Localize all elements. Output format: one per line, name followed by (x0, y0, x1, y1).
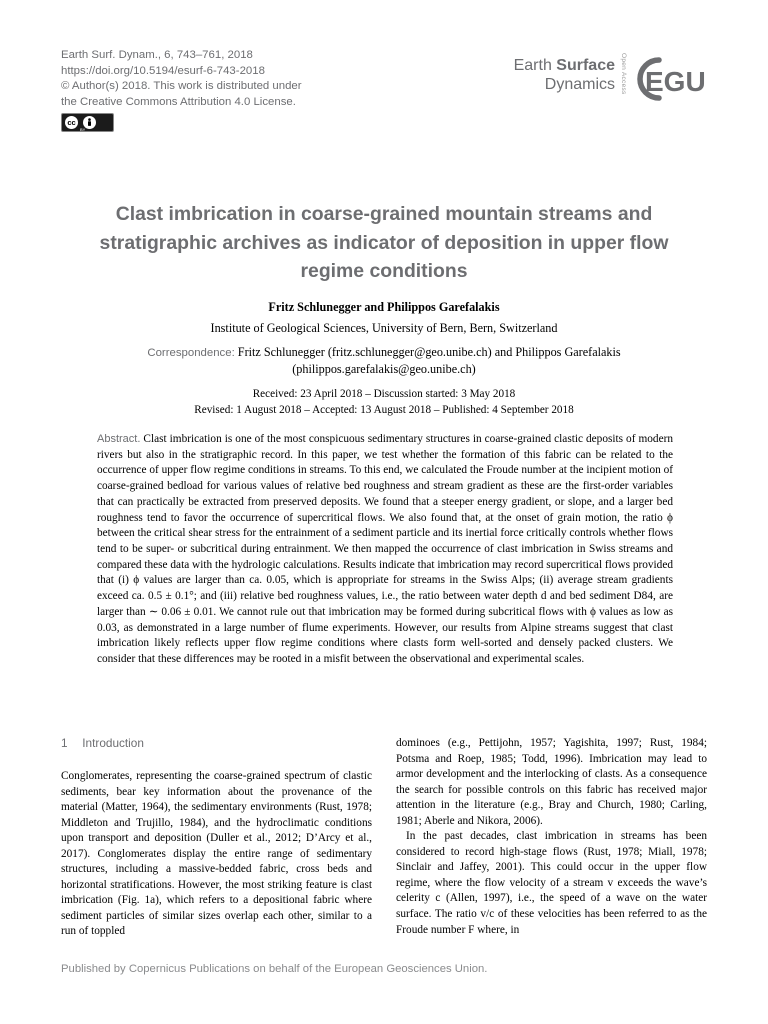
abstract-text: Clast imbrication is one of the most conspicuous sedimentary structures in coarse-grained clastic deposits of modern rivers but also in the stratigraphic record. In this paper, we test whether the formation of this fabric can be related to the occurrence of upper flow regime conditions in streams. To this end, we calculated the Froude number at the incipient motion of coarse-grained bedload for various values of relative bed roughness and stream gradient as these are the first-order variables that can practically be extracted from preserved deposits. We found that a steeper energy gradient, or slope, and a larger bed roughness tend to favor the occurrence of supercritical flows. We also found that, at the onset of grain motion, the ratio ϕ between the critical shear stress for the entrainment of a sediment particle and its inertial force critically controls whether flows tend to be super- or subcritical during entrainment. We then mapped the occurrence of clast imbrication in Swiss streams and compared these data with the hydrologic calculations. Results indicate that imbrication may record supercritical flows provided that (i) ϕ values are larger than ca. 0.05, which is appropriate for streams in the Swiss Alps; (ii) average stream gradients exceed ca. 0.5 ± 0.1°; and (iii) relative bed roughness values, i.e., the ratio between water depth d and bed sediment D84, are larger than ∼ 0.06 ± 0.01. We cannot rule out that imbrication may be formed during subcritical flows with ϕ values as low as 0.03, as demonstrated in a large number of flume experiments. However, our results from Alpine streams suggest that clast imbrication likely reflects upper flow regime conditions where clasts form well-sorted and densely packed clusters. We consider that these differences may be rooted in a misfit between the observational and experimental scales. (97, 433, 673, 666)
abstract-label: Abstract. (97, 433, 141, 445)
citation-block (61, 48, 381, 110)
correspondence (100, 345, 668, 377)
abstract (97, 432, 673, 668)
egu-logo-text: EGU (645, 66, 706, 97)
body-paragraph: dominoes (e.g., Pettijohn, 1957; Yagishita, 1997; Rust, 1984; Potsma and Roep, 1985; Todd, 1996). Imbrication may lead to armor development and the interlocking of clasts. As a consequence the search for possible controls on this fabric has received major attention in the literature (e.g., Bray and Church, 1980; Carling, 1981; Aberle and Nikora, 2006). (396, 737, 707, 827)
section-heading (61, 736, 144, 750)
body-column-right (396, 736, 707, 938)
citation-line: Earth Surf. Dynam., 6, 743–761, 2018 (61, 49, 253, 61)
body-paragraph: In the past decades, clast imbrication in streams has been considered to record high-stage flows (Rust, 1978; Miall, 1978; Sinclair and Jaffey, 2001). This could occur in the upper flow regime, where the flow velocity of a stream v exceeds the wave’s celerity c (Allen, 1997), i.e., the speed of a wave on the water surface. The ratio v/c of these velocities has been referred to as the Froude number F where, in (396, 830, 707, 936)
by-label: BY (80, 127, 86, 132)
cc-by-license-icon[interactable] (61, 113, 114, 132)
publisher-footer: Published by Copernicus Publications on behalf of the European Geosciences Union. (61, 963, 488, 975)
correspondence-text: Fritz Schlunegger (fritz.schlunegger@geo.unibe.ch) and Philippos Garefalakis (philippos.garefalakis@geo.unibe.ch) (237, 345, 621, 376)
copyright-line-2: the Creative Commons Attribution 4.0 License. (61, 95, 296, 108)
publication-dates (100, 386, 668, 418)
correspondence-label: Correspondence: (147, 347, 235, 359)
journal-name-earth: Earth (513, 57, 552, 74)
dates-revised: Revised: 1 August 2018 – Accepted: 13 August 2018 – Published: 4 September 2018 (194, 404, 574, 416)
egu-logo (633, 54, 711, 104)
dates-received: Received: 23 April 2018 – Discussion started: 3 May 2018 (252, 388, 516, 400)
journal-name-surface: Surface (556, 57, 615, 74)
copyright-line-1: © Author(s) 2018. This work is distributed under (61, 80, 302, 93)
open-access-label: Open Access (620, 53, 627, 95)
authors: Fritz Schlunegger and Philippos Garefalakis (268, 300, 500, 314)
cc-icon: cc (65, 116, 78, 129)
section-title: Introduction (82, 736, 144, 750)
article-title: Clast imbrication in coarse-grained mountain streams and stratigraphic archives as indicator of deposition in upper flow regime conditions (99, 203, 669, 282)
body-column-left (61, 769, 372, 940)
journal-name (478, 56, 615, 94)
body-paragraph: Conglomerates, representing the coarse-grained spectrum of clastic sediments, bear key information about the provenance of the material (Matter, 1964), the sedimentary environments (Rust, 1978; Middleton and Trujillo, 1984), and the hydroclimatic conditions upon transport and deposition (Duller et al., 2012; D’Arcy et al., 2017). Conglomerates display the entire range of sedimentary structures, including a massive-bedded fabric, cross beds and horizontal stratifications. However, the most striking feature is clast imbrication (Fig. 1a), which refers to a depositional fabric where sediment particles of similar sizes overlap each other, similar to a run of toppled (61, 770, 372, 938)
affiliation: Institute of Geological Sciences, University of Bern, Bern, Switzerland (210, 321, 558, 335)
doi-link[interactable]: https://doi.org/10.5194/esurf-6-743-2018 (61, 64, 265, 77)
section-number: 1 (61, 736, 68, 750)
journal-name-dynamics: Dynamics (544, 76, 615, 93)
